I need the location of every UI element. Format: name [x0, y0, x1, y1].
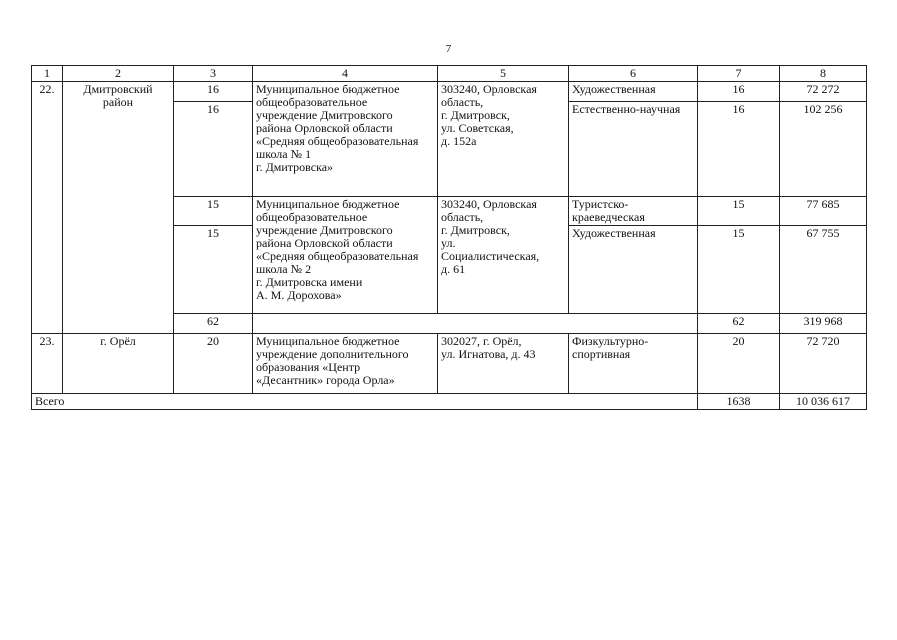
- institution-name: Муниципальное бюджетное учреждение дополнительного образования «Центр «Десантник» города Орла»: [253, 334, 438, 394]
- address-cell: 303240, Орловская область, г. Дмитровск, ул. Советская, д. 152а: [438, 82, 569, 197]
- row-number: 22.: [32, 82, 63, 334]
- page-number: 7: [445, 43, 452, 55]
- address-cell: 303240, Орловская область, г. Дмитровск, ул. Социалистическая, д. 61: [438, 197, 569, 314]
- count-cell: 15: [698, 197, 780, 226]
- data-table: [31, 65, 867, 410]
- table-row: [32, 82, 867, 102]
- header-cell: 5: [438, 66, 569, 82]
- subtotal-amount: 319 968: [780, 314, 867, 334]
- amount-cell: 72 272: [780, 82, 867, 102]
- header-row: [32, 66, 867, 82]
- count-cell: 20: [174, 334, 253, 394]
- total-row: [32, 394, 867, 410]
- header-cell: 7: [698, 66, 780, 82]
- district-cell: Дмитровский район: [63, 82, 174, 334]
- table-row: [32, 334, 867, 394]
- row-number: 23.: [32, 334, 63, 394]
- subtotal-count: 62: [174, 314, 253, 334]
- total-count: 1638: [698, 394, 780, 410]
- count-cell: 15: [174, 197, 253, 226]
- total-amount: 10 036 617: [780, 394, 867, 410]
- count-cell: 15: [698, 226, 780, 314]
- count-cell: 16: [698, 82, 780, 102]
- institution-name: Муниципальное бюджетное общеобразовательное учреждение Дмитровского района Орловской области «Средняя общеобразовательная школа № 2 г. Дмитровска имени А. М. Дорохова»: [253, 197, 438, 314]
- header-cell: 3: [174, 66, 253, 82]
- amount-cell: 72 720: [780, 334, 867, 394]
- header-cell: 8: [780, 66, 867, 82]
- total-label: Всего: [32, 394, 698, 410]
- amount-cell: 67 755: [780, 226, 867, 314]
- header-cell: 2: [63, 66, 174, 82]
- direction-cell: Художественная: [569, 82, 698, 102]
- amount-cell: 77 685: [780, 197, 867, 226]
- count-cell: 20: [698, 334, 780, 394]
- district-cell: г. Орёл: [63, 334, 174, 394]
- count-cell: 16: [174, 102, 253, 197]
- subtotal-count: 62: [698, 314, 780, 334]
- count-cell: 16: [174, 82, 253, 102]
- direction-cell: Художественная: [569, 226, 698, 314]
- header-cell: 4: [253, 66, 438, 82]
- institution-name: Муниципальное бюджетное общеобразовательное учреждение Дмитровского района Орловской области «Средняя общеобразовательная школа № 1 г. Дмитровска»: [253, 82, 438, 197]
- amount-cell: 102 256: [780, 102, 867, 197]
- header-cell: 1: [32, 66, 63, 82]
- count-cell: 15: [174, 226, 253, 314]
- count-cell: 16: [698, 102, 780, 197]
- empty-cell: [253, 314, 698, 334]
- direction-cell: Туристско- краеведческая: [569, 197, 698, 226]
- address-cell: 302027, г. Орёл, ул. Игнатова, д. 43: [438, 334, 569, 394]
- header-cell: 6: [569, 66, 698, 82]
- direction-cell: Физкультурно- спортивная: [569, 334, 698, 394]
- direction-cell: Естественно-научная: [569, 102, 698, 197]
